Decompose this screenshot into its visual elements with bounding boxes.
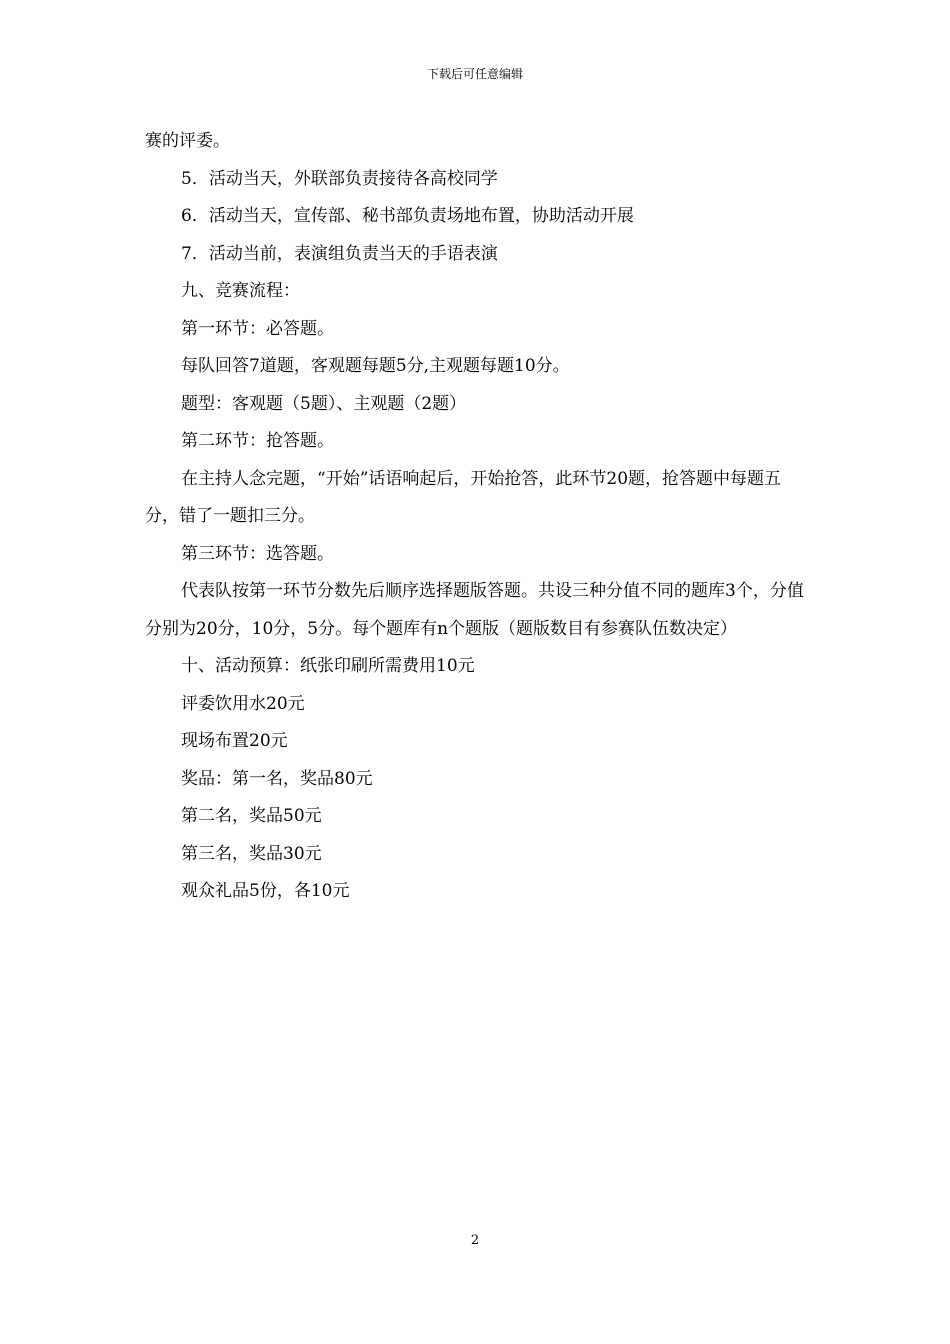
paragraph: 5．活动当天，外联部负责接待各高校同学: [181, 168, 498, 189]
paragraph: 第二名，奖品50元: [181, 806, 322, 826]
section-heading: 九、竞赛流程：: [181, 281, 300, 301]
paragraph: 每队回答7道题，客观题每题5分,主观题每题10分。: [181, 356, 570, 376]
paragraph: 现场布置20元: [181, 731, 288, 751]
paragraph: 第一环节：必答题。: [181, 318, 334, 339]
paragraph: 第三名，奖品30元: [181, 843, 322, 864]
document-body: [145, 123, 810, 911]
paragraph: 评委饮用水20元: [181, 693, 305, 714]
paragraph: 6．活动当天，宣传部、秘书部负责场地布置，协助活动开展: [181, 206, 634, 226]
paragraph: 第二环节：抢答题。: [181, 431, 334, 451]
paragraph: 题型：客观题（5题）、主观题（2题）: [181, 393, 467, 414]
paragraph: 第三环节：选答题。: [181, 543, 334, 564]
paragraph: 观众礼品5份，各10元: [181, 881, 350, 901]
paragraph: 在主持人念完题，“开始”话语响起后，开始抢答，此环节20题，抢答题中每题五分，错了一题扣三分。: [145, 468, 782, 526]
page-number: 2: [470, 1233, 480, 1248]
paragraph: 赛的评委。: [145, 131, 230, 151]
paragraph: 7．活动当前，表演组负责当天的手语表演: [181, 243, 498, 264]
paragraph: 奖品：第一名，奖品80元: [181, 768, 373, 789]
section-heading: 十、活动预算：纸张印刷所需费用10元: [181, 656, 475, 676]
page-header: 下载后可任意编辑: [426, 67, 523, 81]
paragraph: 代表队按第一环节分数先后顺序选择题版答题。共设三种分值不同的题库3个，分值分别为20分，10分，5分。每个题库有n个题版（题版数目有参赛队伍数决定）: [145, 581, 804, 639]
